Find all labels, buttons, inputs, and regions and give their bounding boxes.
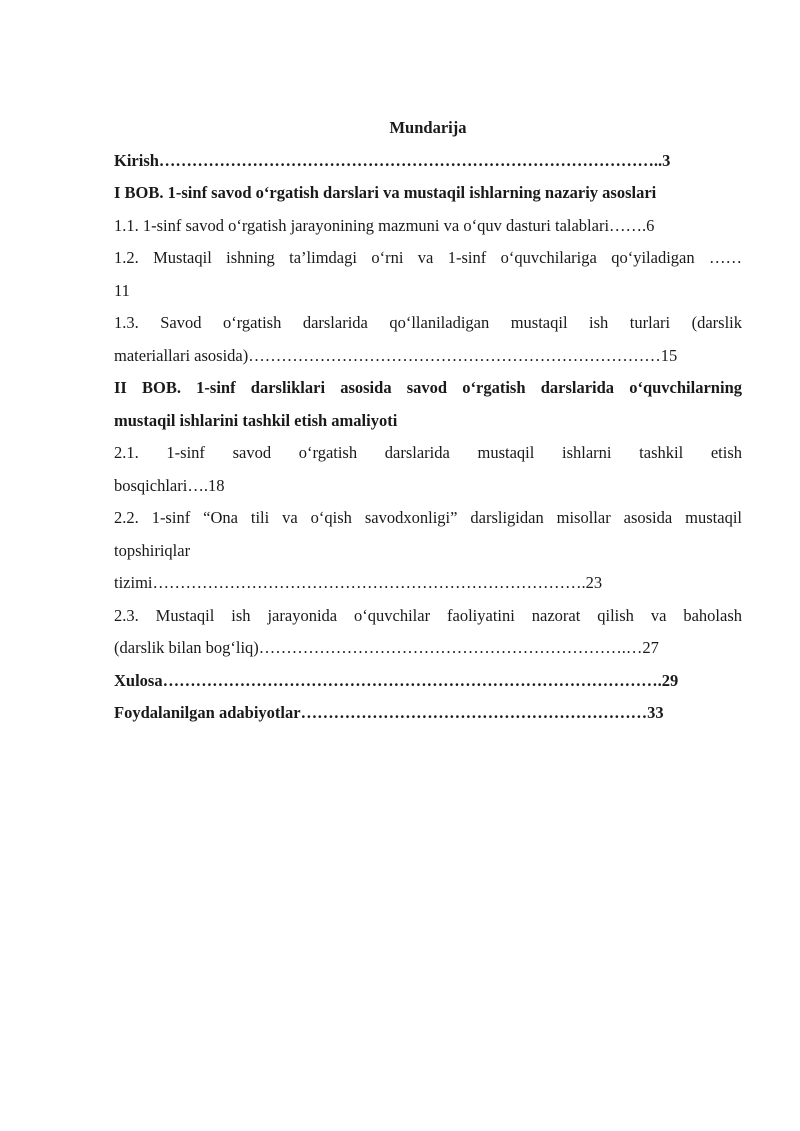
toc-entry-1-1: 1.1. 1-sinf savod o‘rgatish jarayonining mazmuni va o‘quv dasturi talablari…….6 bbox=[114, 215, 655, 235]
toc-entry-2-1-line1: 2.1. 1-sinf savod o‘rgatish darslarida mustaqil ishlarni tashkil etish bbox=[114, 443, 742, 462]
toc-entry-2-2-line2: topshiriqlar bbox=[114, 540, 191, 560]
toc-entry-1-3-line1: 1.3. Savod o‘rgatish darslarida qo‘llaniladigan mustaqil ish turlari (darslik bbox=[114, 313, 742, 332]
toc-entry-xulosa: Xulosa……………………………………………………………………………….29 bbox=[114, 670, 679, 690]
toc-entry-1-2-line1: 1.2. Mustaqil ishning ta’limdagi o‘rni va 1-sinf o‘quvchilariga qo‘yiladigan …… bbox=[114, 248, 742, 267]
document-page bbox=[114, 112, 742, 730]
toc-heading-bob1: I BOB. 1-sinf savod o‘rgatish darslari va mustaqil ishlarning nazariy asoslari bbox=[114, 183, 657, 202]
toc-entry-1-2-line2: 11 bbox=[114, 280, 130, 300]
toc-entry-kirish: Kirish………………………………………………………………………………..3 bbox=[114, 150, 671, 170]
toc-entry-1-3-line2: materiallari asosida)…………………………………………………………………15 bbox=[114, 345, 678, 365]
toc-entry-adabiyotlar: Foydalanilgan adabiyotlar………………………………………………………33 bbox=[114, 703, 664, 722]
page-title: Mundarija bbox=[389, 118, 467, 137]
toc-heading-bob2-line2: mustaqil ishlarini tashkil etish amaliyoti bbox=[114, 410, 398, 430]
toc-entry-2-3-line1: 2.3. Mustaqil ish jarayonida o‘quvchilar faoliyatini nazorat qilish va baholash bbox=[114, 605, 742, 625]
toc-entry-2-3-line2: (darslik bilan bog‘liq)………………………………………………………….…27 bbox=[114, 638, 659, 657]
toc-entry-2-2-line1: 2.2. 1-sinf “Ona tili va o‘qish savodxonligi” darsligidan misollar asosida mustaqil bbox=[114, 508, 742, 527]
toc-heading-bob2-line1: II BOB. 1-sinf darsliklari asosida savod o‘rgatish darslarida o‘quvchilarning bbox=[114, 378, 742, 397]
toc-entry-2-1-line2: bosqichlari….18 bbox=[114, 475, 225, 495]
toc-entry-2-2-line3: tizimi…………………………………………………………………….23 bbox=[114, 573, 603, 592]
